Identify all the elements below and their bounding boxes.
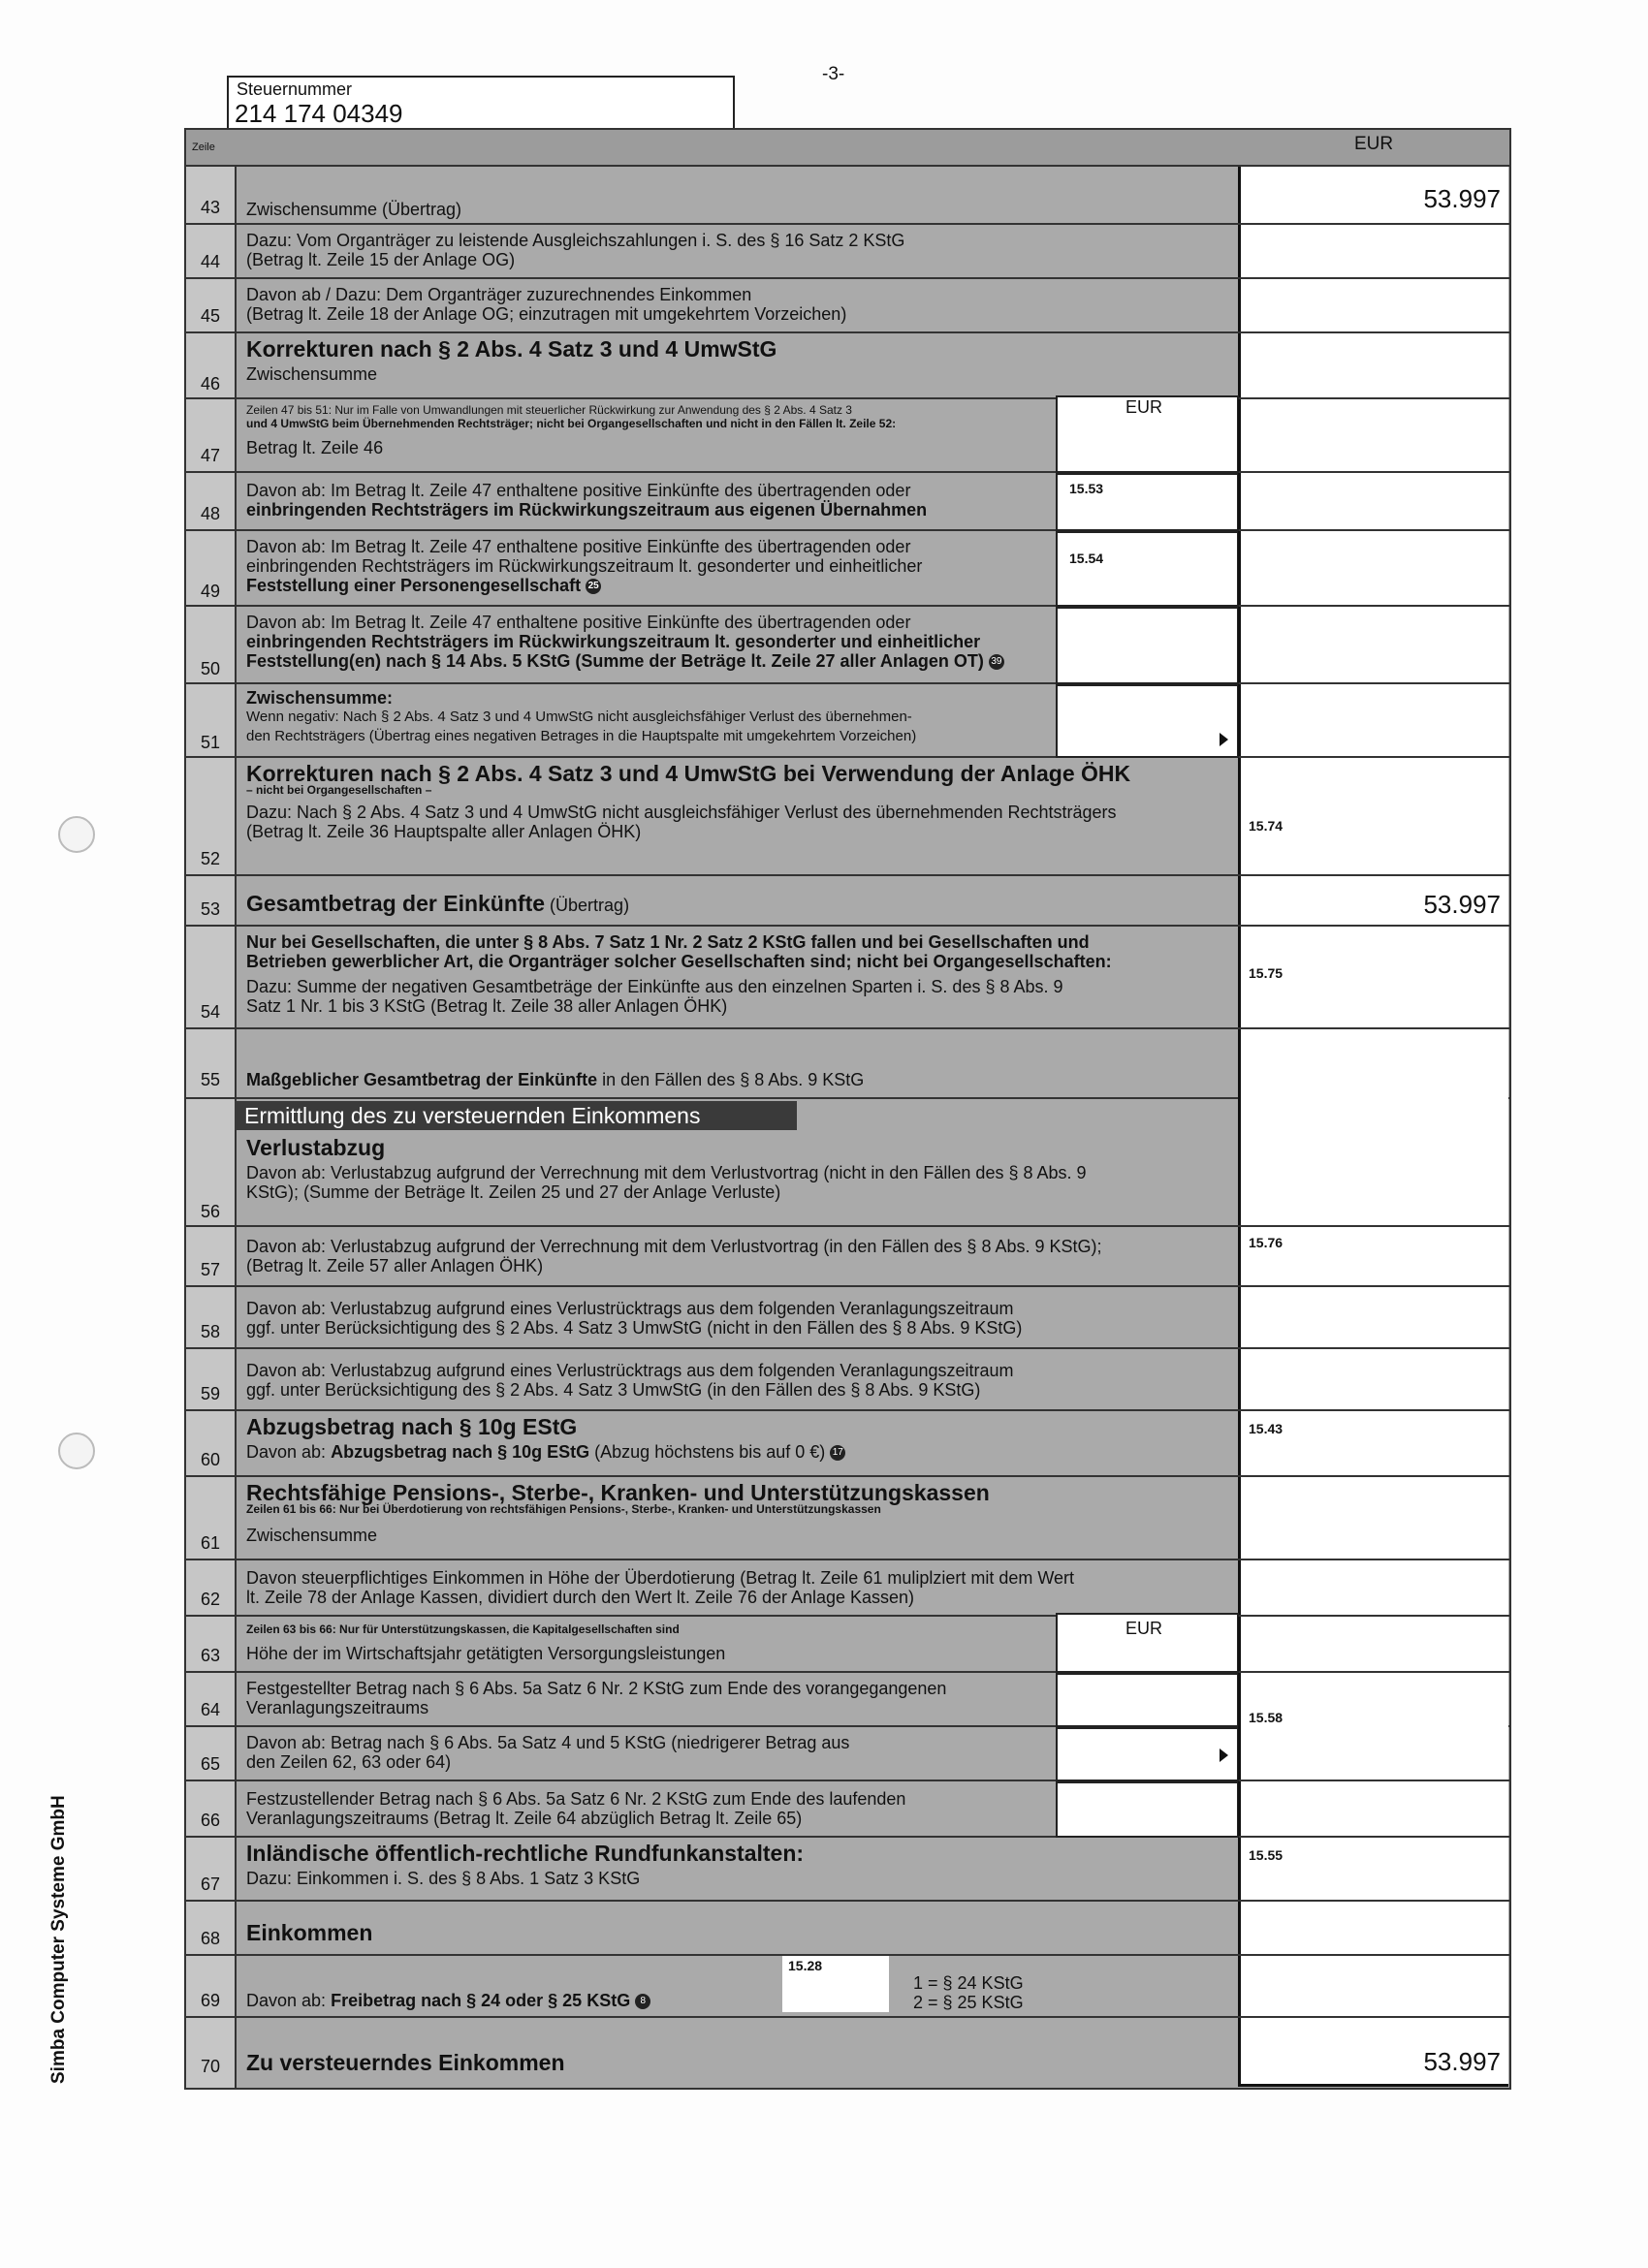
freibetrag-options [913,1973,1024,2012]
row-text [246,231,904,269]
note-line-2: und 4 UmwStG beim Übernehmenden Rechtsträger; nicht bei Organgesellschaften und nicht in den Fällen lt. Zeile 52: [246,417,897,430]
row-text [246,1843,804,1888]
bold-text: Freibetrag nach § 24 oder § 25 KStG [331,1991,631,2010]
line-1: Festzustellender Betrag nach § 6 Abs. 5a Satz 6 Nr. 2 KStG zum Ende des laufenden [246,1789,906,1809]
row-number: 43 [200,198,221,217]
reference-marker-icon: 39 [989,654,1004,670]
value-field-59[interactable] [1238,1349,1508,1409]
row-53 [186,876,1509,927]
section-heading: Gesamtbetrag der Einkünfte [246,891,546,916]
line-1: Dazu: Summe der negativen Gesamtbeträge der Einkünfte aus den einzelnen Sparten i. S. des § 8 Abs. 9 [246,977,1063,996]
line-2: einbringenden Rechtsträgers im Rückwirkungszeitraum lt. gesonderter und einheitlicher [246,632,981,651]
value-field-66 [1238,1781,1508,1836]
row-text [246,613,1004,671]
row-text [246,1789,905,1828]
note: – nicht bei Organgesellschaften – [246,783,432,797]
sub-field-66[interactable] [1056,1781,1239,1838]
value: 53.997 [1423,890,1501,919]
note: Zeilen 63 bis 66: Nur für Unterstützungskassen, die Kapitalgesellschaften sind [246,1622,680,1636]
line-1: Davon ab: Verlustabzug aufgrund eines Verlustrücktrags aus dem folgenden Veranlagungszeitraum [246,1361,1014,1380]
freibetrag-code-field[interactable] [782,1956,889,2012]
row-number: 51 [200,733,221,752]
line-1: Zwischensumme [246,1526,378,1545]
row-text [246,285,846,324]
section-band-ermittlung: Ermittlung des zu versteuernden Einkommens [235,1101,797,1130]
line-2: ggf. unter Berücksichtigung des § 2 Abs. 4 Satz 3 UmwStG (nicht in den Fällen des § 8 Abs. 9 KStG) [246,1318,1023,1338]
transfer-arrow-icon [1220,1748,1228,1762]
reference-marker-icon: 17 [830,1445,845,1461]
row-number: 57 [200,1260,221,1279]
sub-eur-label: EUR [1125,1619,1163,1638]
row-57 [186,1227,1509,1287]
row-number: 69 [200,1991,221,2010]
row-number: 48 [200,504,221,523]
line-2: KStG); (Summe der Beträge lt. Zeilen 25 und 27 der Anlage Verluste) [246,1182,781,1202]
bold-text: Maßgeblicher Gesamtbetrag der Einkünfte [246,1070,598,1089]
row-number: 56 [200,1202,221,1221]
row-text [246,537,922,595]
sub-field-48[interactable] [1056,473,1239,531]
line-2: (Betrag lt. Zeile 18 der Anlage OG; einzutragen mit umgekehrtem Vorzeichen) [246,304,847,324]
value-field-62[interactable] [1238,1560,1508,1615]
line-2: (Betrag lt. Zeile 36 Hauptspalte aller Anlagen ÖHK) [246,822,642,841]
row-text [246,1237,1102,1276]
line-2: Veranlagungszeitraums (Betrag lt. Zeile 64 abzüglich Betrag lt. Zeile 65) [246,1809,803,1828]
row-46 [186,333,1509,399]
value-field-68[interactable] [1238,1902,1508,1954]
steuernummer-label: Steuernummer [237,79,353,99]
row-65 [186,1710,1509,1781]
row-number: 58 [200,1322,221,1341]
line-1: Davon ab: Verlustabzug aufgrund der Verrechnung mit dem Verlustvortrag (in den Fällen des § 8 Abs. 9 KStG); [246,1237,1102,1256]
row-text [246,1361,1014,1400]
line-1: Betrag lt. Zeile 46 [246,438,384,457]
transfer-arrow-icon [1220,733,1228,746]
value-field-57[interactable] [1238,1227,1508,1285]
row-number: 68 [200,1929,221,1948]
row-54 [186,927,1509,1029]
row-51 [186,684,1509,758]
row-number: 47 [200,446,221,465]
row-66 [186,1781,1509,1838]
sub-field-49[interactable] [1056,531,1239,607]
field-code: 15.53 [1069,481,1104,496]
line-2: ggf. unter Berücksichtigung des § 2 Abs. 4 Satz 3 UmwStG (in den Fällen des § 8 Abs. 9 KStG) [246,1380,981,1400]
punch-hole [58,816,95,853]
note-line-1: Zeilen 47 bis 51: Nur im Falle von Umwandlungen mit steuerlicher Rückwirkung zur Anwendung des § 2 Abs. 4 Satz 3 [246,403,852,417]
side-vendor-text: Simba Computer Systeme GmbH [48,1795,69,2084]
sub-field-64[interactable] [1056,1673,1239,1727]
line-1: Davon steuerpflichtiges Einkommen in Höhe der Überdotierung (Betrag lt. Zeile 61 muliplziert mit dem Wert [246,1568,1075,1588]
row-62 [186,1560,1509,1617]
row-text [246,891,630,916]
form-header [186,130,1509,167]
row-number: 45 [200,306,221,326]
line-2: (Betrag lt. Zeile 15 der Anlage OG) [246,250,516,269]
row-text [246,688,916,746]
row-number: 54 [200,1002,221,1022]
value-field-54[interactable] [1238,927,1508,1027]
value-field-61[interactable] [1238,1477,1508,1559]
zeile-header: Zeile [192,142,215,153]
row-number: 64 [200,1700,221,1719]
suffix: (Abzug höchstens bis auf 0 €) [594,1442,826,1462]
row-50 [186,607,1509,684]
eur-header: EUR [1354,134,1394,154]
row-text [246,1414,845,1462]
steuernummer-value: 214 174 04349 [235,99,403,128]
punch-hole [58,1433,95,1469]
line-1: Zwischensumme [246,364,378,384]
row-text [246,403,896,457]
line-1: Zwischensumme: [246,688,394,708]
field-code: 15.54 [1069,551,1104,566]
note: Zeilen 61 bis 66: Nur bei Überdotierung von rechtsfähigen Pensions-, Sterbe-, Kranken- und Unterstützungskassen [246,1502,881,1516]
row-number: 60 [200,1450,221,1469]
bold-line-1: Nur bei Gesellschaften, die unter § 8 Abs. 7 Satz 1 Nr. 2 Satz 2 KStG fallen und bei Gesellschaften und [246,932,1090,952]
value-field-46[interactable] [1238,333,1508,397]
row-number: 49 [200,582,221,601]
line-1: Höhe der im Wirtschaftsjahr getätigten Versorgungsleistungen [246,1644,726,1663]
page-number: -3- [822,64,845,84]
sub-field-50[interactable] [1056,607,1239,684]
section-heading: Inländische öffentlich-rechtliche Rundfunkanstalten: [246,1841,805,1866]
row-number: 55 [200,1070,221,1089]
form-table [184,128,1511,2090]
row-52 [186,758,1509,876]
section-heading: Verlustabzug [246,1135,386,1160]
option-2: 2 = § 25 KStG [913,1993,1024,2012]
row-text [246,1299,1022,1338]
line-1: Davon ab: Im Betrag lt. Zeile 47 enthaltene positive Einkünfte des übertragenden oder [246,613,911,632]
row-text [246,1070,864,1089]
line-1: Davon ab: Betrag nach § 6 Abs. 5a Satz 4 und 5 KStG (niedrigerer Betrag aus [246,1733,850,1752]
line-1: Davon ab: Im Betrag lt. Zeile 47 enthaltene positive Einkünfte des übertragenden oder [246,481,911,500]
row-number: 65 [200,1754,221,1774]
section-heading: Korrekturen nach § 2 Abs. 4 Satz 3 und 4 UmwStG [246,336,777,362]
value-field-53[interactable] [1238,876,1508,925]
row-text [246,932,1112,1016]
line-2: einbringenden Rechtsträgers im Rückwirkungszeitraum lt. gesonderter und einheitlicher [246,556,923,576]
row-number: 53 [200,899,221,919]
value-field-47 [1238,399,1508,471]
row-number: 44 [200,252,221,271]
row-44 [186,225,1509,279]
sub-field-47[interactable] [1056,395,1239,473]
value-field-65[interactable] [1238,1673,1508,1780]
row-55 [186,1029,1509,1099]
row-number: 66 [200,1811,221,1830]
value-field-70[interactable] [1238,2018,1508,2087]
row-60 [186,1411,1509,1477]
line-2: Satz 1 Nr. 1 bis 3 KStG (Betrag lt. Zeile 38 aller Anlagen ÖHK) [246,996,728,1016]
line-2: lt. Zeile 78 der Anlage Kassen, dividiert durch den Wert lt. Zeile 76 der Anlage Kassen) [246,1588,915,1607]
field-code: 15.75 [1249,965,1284,981]
row-67 [186,1838,1509,1902]
reference-marker-icon: 8 [635,1994,650,2009]
row-heading: Zu versteuerndes Einkommen [246,2050,565,2075]
row-text [246,1733,849,1772]
option-1: 1 = § 24 KStG [913,1973,1024,1993]
row-58 [186,1287,1509,1349]
value-field-49 [1238,531,1508,605]
row-61 [186,1477,1509,1560]
bold-line-2: Betrieben gewerblicher Art, die Organträger solcher Gesellschaften sind; nicht bei Organgesellschaften: [246,952,1112,971]
row-heading: Einkommen [246,1920,373,1945]
row-45 [186,279,1509,333]
row-text [246,1622,725,1663]
line-1: Davon ab: Verlustabzug aufgrund eines Verlustrücktrags aus dem folgenden Veranlagungszeitraum [246,1299,1014,1318]
prefix: Davon ab: [246,1442,327,1462]
line-1: Davon ab: Im Betrag lt. Zeile 47 enthaltene positive Einkünfte des übertragenden oder [246,537,911,556]
value-field-63 [1238,1617,1508,1671]
row-text: Zwischensumme (Übertrag) [246,200,462,219]
value-field-51 [1238,684,1508,756]
value-field-43[interactable] [1238,167,1508,223]
value-field-52[interactable] [1238,758,1508,874]
line-1: Dazu: Vom Organträger zu leistende Ausgleichszahlungen i. S. des § 16 Satz 2 KStG [246,231,905,250]
value-field-44[interactable] [1238,225,1508,277]
row-text [246,1991,650,2010]
field-code: 15.74 [1249,818,1284,834]
row-48 [186,473,1509,531]
row-49 [186,531,1509,607]
row-68 [186,1902,1509,1956]
line-2: den Zeilen 62, 63 oder 64) [246,1752,452,1772]
line-2: Veranlagungszeitraums [246,1698,429,1717]
value-field-45[interactable] [1238,279,1508,331]
value-field-58[interactable] [1238,1287,1508,1347]
line-1: Davon ab: Verlustabzug aufgrund der Verrechnung mit dem Verlustvortrag (nicht in den Fällen des § 8 Abs. 9 [246,1163,1087,1182]
value: 53.997 [1423,184,1501,213]
row-number: 52 [200,849,221,868]
section-heading: Rechtsfähige Pensions-, Sterbe-, Kranken- und Unterstützungskassen [246,1480,990,1505]
row-number: 70 [200,2057,221,2076]
field-code: 15.58 [1249,1710,1284,1725]
line-1: Dazu: Einkommen i. S. des § 8 Abs. 1 Satz 3 KStG [246,1869,641,1888]
field-code: 15.76 [1249,1235,1284,1250]
reference-marker-icon: 25 [586,579,601,594]
row-text [246,761,1131,841]
field-code: 15.55 [1249,1847,1284,1863]
value: 53.997 [1423,2047,1501,2076]
row-text [246,336,777,384]
line-3: Feststellung(en) nach § 14 Abs. 5 KStG (Summe der Beträge lt. Zeile 27 aller Anlagen OT) [246,651,984,671]
sub-field-65[interactable] [1056,1727,1239,1781]
row-43 [186,167,1509,225]
value-field-67[interactable] [1238,1838,1508,1900]
steuernummer-box [227,76,735,130]
line-3: den Rechtsträgers (Übertrag eines negativen Betrages in die Hauptspalte mit umgekehrtem Vorzeichen) [246,728,917,744]
section-heading: Abzugsbetrag nach § 10g EStG [246,1414,578,1439]
row-text [246,1679,946,1717]
field-code: 15.43 [1249,1421,1284,1436]
line-1: Dazu: Nach § 2 Abs. 4 Satz 3 und 4 UmwStG nicht ausgleichsfähiger Verlust des übernehmenden Rechtsträgers [246,803,1117,822]
row-number: 46 [200,374,221,394]
bold-text: Abzugsbetrag nach § 10g EStG [331,1442,590,1462]
text: in den Fällen des § 8 Abs. 9 KStG [602,1070,865,1089]
line-1: Festgestellter Betrag nach § 6 Abs. 5a Satz 6 Nr. 2 KStG zum Ende des vorangegangenen [246,1679,947,1698]
row-text [246,481,927,520]
section-heading: Korrekturen nach § 2 Abs. 4 Satz 3 und 4 UmwStG bei Verwendung der Anlage ÖHK [246,761,1131,786]
value-field-48 [1238,473,1508,529]
row-number: 63 [200,1646,221,1665]
line-3: Feststellung einer Personengesellschaft [246,576,582,595]
row-number: 67 [200,1874,221,1894]
value-field-60[interactable] [1238,1411,1508,1475]
field-code: 15.28 [788,1958,823,1973]
value-field-50 [1238,607,1508,682]
line-2: Wenn negativ: Nach § 2 Abs. 4 Satz 3 und 4 UmwStG nicht ausgleichsfähiger Verlust des übernehmen- [246,709,912,725]
line-2: (Betrag lt. Zeile 57 aller Anlagen ÖHK) [246,1256,544,1276]
line-2: einbringenden Rechtsträgers im Rückwirkungszeitraum aus eigenen Übernahmen [246,500,928,520]
value-field-69[interactable] [1238,1956,1508,2016]
row-56 [186,1132,1509,1227]
sub-field-51[interactable] [1056,684,1239,758]
row-59 [186,1349,1509,1411]
sub-eur-label: EUR [1125,397,1163,417]
row-number: 62 [200,1590,221,1609]
row-47 [186,399,1509,473]
value-field-55[interactable] [1238,1029,1508,1097]
suffix: (Übertrag) [550,896,630,915]
row-number: 61 [200,1533,221,1553]
sub-field-63[interactable] [1056,1613,1239,1673]
prefix: Davon ab: [246,1991,327,2010]
row-text [246,1135,1087,1202]
line-1: Davon ab / Dazu: Dem Organträger zuzurechnendes Einkommen [246,285,752,304]
value-field-56[interactable] [1238,1097,1508,1225]
row-70 [186,2018,1509,2086]
row-text [246,1568,1074,1607]
row-number: 50 [200,659,221,678]
row-number: 59 [200,1384,221,1403]
row-63 [186,1617,1509,1673]
row-text [246,1480,990,1545]
